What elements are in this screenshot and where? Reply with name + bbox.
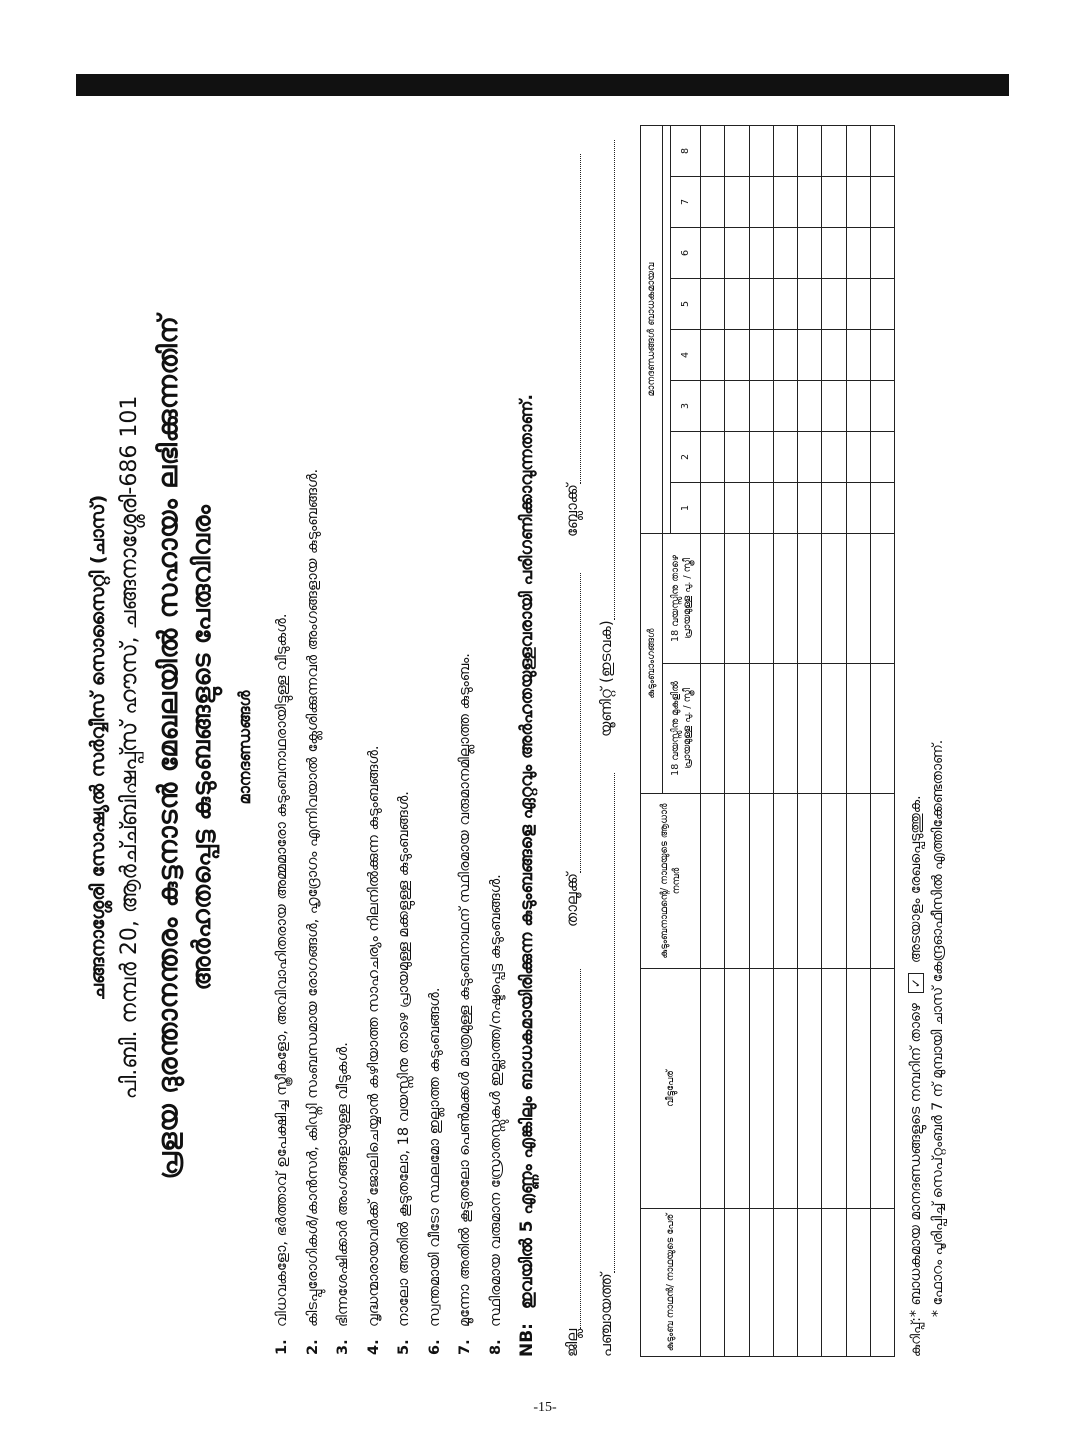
criteria-item: 4. വൃദ്ധന്മാരായവർക്ക് ജോലിചെയ്യാൻ കഴിയാത്ത സാഹചര്യം നിലനിൽക്കുന്ന കുടുംബങ്ങൾ. <box>365 745 382 1355</box>
table-cell[interactable] <box>822 126 846 177</box>
table-cell[interactable] <box>798 228 822 279</box>
nb-text: ഇവയിൽ 5 എണ്ണം എങ്കിലും ബാധകമായിരിക്കുന്ന കുടുംബങ്ങളെ ഏറ്റവും അർഹതയുള്ളവരായി പരിഗണിക്കാവുന്നതാണ്. <box>517 394 537 1310</box>
table-cell[interactable] <box>749 432 773 483</box>
criteria-title: മാനദണ്ഡങ്ങൾ <box>235 690 254 805</box>
note1-text: * ബാധകമായ മാനദണ്ഡങ്ങളുടെ നമ്പറിന് താഴെ <box>908 1003 924 1317</box>
col-criteria: മാനദണ്ഡങ്ങൾ ബാധകമായവ <box>641 126 663 534</box>
table-cell[interactable] <box>749 969 773 1209</box>
table-cell[interactable] <box>725 664 749 794</box>
table-cell[interactable] <box>822 483 846 534</box>
panchayat-field[interactable]: പഞ്ചായത്ത് <box>597 773 615 1357</box>
rotated-form <box>55 110 965 1385</box>
table-cell[interactable] <box>846 1209 870 1357</box>
table-cell[interactable] <box>846 534 870 664</box>
table-cell[interactable] <box>701 279 725 330</box>
nb-label: NB: <box>517 1323 537 1357</box>
table-cell[interactable] <box>822 330 846 381</box>
criteria-item: 7. മൂന്നോ അതിൽ കൂടുതലോ പെൺമക്കൾ മാത്രമുള്ള കുടുംബനാഥന് സ്ഥിരമായ വരുമാനമില്ലാത്ത കുടുംബം. <box>457 653 474 1355</box>
table-cell[interactable] <box>846 664 870 794</box>
table-row <box>749 126 773 1357</box>
table-cell[interactable] <box>822 279 846 330</box>
table-cell[interactable] <box>773 381 797 432</box>
criteria-item: 1. വിധവകളോ, ഭർത്താവ് ഉപേക്ഷിച്ച സ്ത്രീകളോ, അവിവാഹിതരായ അമ്മമാരോ കുടുംബനാഥരായിട്ടുള്ള വീടുകൾ. <box>274 613 291 1355</box>
note1-text-b: അടയാളം രേഖപ്പെടുത്തുക. <box>908 795 924 964</box>
table-cell[interactable] <box>870 534 894 664</box>
org-address: പി.ബി. നമ്പർ 20, ആർച്ച്ബിഷപ്പ്സ് ഹൗസ്, ചങ്ങനാശ്ശേരി-686 101 <box>117 395 142 1100</box>
district-field[interactable]: ജില്ല <box>563 969 581 1357</box>
notes <box>905 740 949 1357</box>
table-cell[interactable] <box>725 1209 749 1357</box>
table-cell[interactable] <box>846 228 870 279</box>
unit-field[interactable]: യൂണിറ്റ് (ഇടവക) <box>597 140 615 737</box>
table-cell[interactable] <box>870 381 894 432</box>
table-cell[interactable] <box>773 1209 797 1357</box>
table-cell[interactable] <box>870 483 894 534</box>
table-cell[interactable] <box>701 228 725 279</box>
top-black-bar <box>76 74 1009 96</box>
table-cell[interactable] <box>773 177 797 228</box>
table-cell[interactable] <box>822 432 846 483</box>
table-cell[interactable] <box>822 534 846 664</box>
checkmark-box-icon: ✓ <box>908 973 924 993</box>
table-cell[interactable] <box>725 228 749 279</box>
table-cell[interactable] <box>798 330 822 381</box>
table-cell[interactable] <box>773 228 797 279</box>
org-name: ചങ്ങനാശ്ശേരി സോഷ്യൽ സർവ്വീസ് സൊസൈറ്റി (ചാസ്) <box>87 494 109 1001</box>
criteria-list <box>267 115 511 1355</box>
table-cell[interactable] <box>798 534 822 664</box>
table-cell[interactable] <box>798 177 822 228</box>
table-cell[interactable] <box>798 483 822 534</box>
table-cell[interactable] <box>749 381 773 432</box>
criteria-item: 5. നാലോ അതിൽ കൂടുതലോ, 18 വയസ്സിനു താഴെ പ്രായമുള്ള മക്കളുള്ള കുടുംബങ്ങൾ. <box>396 791 413 1355</box>
table-cell[interactable] <box>749 126 773 177</box>
page-number: -15- <box>533 1400 557 1415</box>
table-cell[interactable] <box>870 330 894 381</box>
col-family-members: കുടുംബാംഗങ്ങൾ <box>641 534 663 794</box>
table-cell[interactable] <box>822 969 846 1209</box>
criteria-item: 6. സ്വന്തമായി വീടോ സ്ഥലമോ ഇല്ലാത്ത കുടുംബങ്ങൾ. <box>426 987 443 1355</box>
table-cell[interactable] <box>773 534 797 664</box>
table-cell[interactable] <box>725 534 749 664</box>
table-cell[interactable] <box>773 126 797 177</box>
table-body <box>701 126 895 1357</box>
table-cell[interactable] <box>773 432 797 483</box>
table-cell[interactable] <box>798 126 822 177</box>
table-cell[interactable] <box>701 664 725 794</box>
col-aadhaar: കുടുംബനാഥന്റെ/ നാഥയുടെ ആധാർ നമ്പർ <box>641 794 701 969</box>
criteria-num: 7 <box>671 177 701 228</box>
criteria-num: 5 <box>671 279 701 330</box>
table-cell[interactable] <box>870 228 894 279</box>
table-cell[interactable] <box>725 381 749 432</box>
table-cell[interactable] <box>725 279 749 330</box>
table-cell[interactable] <box>798 381 822 432</box>
criteria-num: 2 <box>671 432 701 483</box>
table-row <box>773 126 797 1357</box>
table-cell[interactable] <box>870 1209 894 1357</box>
table-cell[interactable] <box>846 177 870 228</box>
table-cell[interactable] <box>822 1209 846 1357</box>
table-cell[interactable] <box>870 664 894 794</box>
table-cell[interactable] <box>870 279 894 330</box>
col-above18: 18 വയസ്സിനു മുകളിൽ പ്രായമുള്ള പു. / സ്ത്രീ <box>663 664 701 794</box>
family-table <box>640 125 895 1357</box>
criteria-item: 8. സ്ഥിരമായ വരുമാന സ്രോതസ്സുകൾ ഇല്ലാത്ത/നഷ്ടപ്പെട്ട കുടുംബങ്ങൾ. <box>487 874 504 1355</box>
table-cell[interactable] <box>749 534 773 664</box>
table-cell[interactable] <box>846 483 870 534</box>
table-cell[interactable] <box>773 664 797 794</box>
table-cell[interactable] <box>846 432 870 483</box>
block-field[interactable]: ബ്ലോക്ക് <box>563 154 581 537</box>
note2-text: * ഫോറം പൂരിപ്പിച്ച് സെപ്റ്റംബർ 7 ന് മുമ്പായി ചാസ് കേന്ദ്രഓഫീസിൽ എത്തിക്കേണ്ടതാണ്. <box>930 739 946 1317</box>
taluk-field[interactable]: താലൂക്ക് <box>563 573 581 927</box>
table-cell[interactable] <box>870 432 894 483</box>
table-cell[interactable] <box>798 664 822 794</box>
location-fields <box>563 117 633 1357</box>
form-heading-line1: പ്രളയ ദുരന്താനന്തരം കുട്ടനാടൻ മേഖലയിൽ സഹായം ലഭിക്കുന്നതിന് <box>153 315 184 1180</box>
table-cell[interactable] <box>822 381 846 432</box>
table-cell[interactable] <box>701 483 725 534</box>
form-heading-line2: അർഹതപ്പെട്ട കുടുംബങ്ങളുടെ പേരുവിവരം <box>187 504 216 991</box>
table-cell[interactable] <box>701 794 725 969</box>
table-cell[interactable] <box>822 228 846 279</box>
table-row <box>701 126 725 1357</box>
table-cell[interactable] <box>725 126 749 177</box>
table-cell[interactable] <box>798 279 822 330</box>
col-head-name: കുടുംബ നാഥൻ/ നാഥയുടെ പേര് <box>641 1209 701 1357</box>
table-cell[interactable] <box>725 432 749 483</box>
table-cell[interactable] <box>749 664 773 794</box>
col-house-name: വീട്ടുപേര് <box>641 969 701 1209</box>
table-cell[interactable] <box>773 794 797 969</box>
table-cell[interactable] <box>846 126 870 177</box>
table-cell[interactable] <box>798 1209 822 1357</box>
table-cell[interactable] <box>749 1209 773 1357</box>
table-row <box>798 126 822 1357</box>
table-cell[interactable] <box>725 177 749 228</box>
table-cell[interactable] <box>725 330 749 381</box>
table-cell[interactable] <box>773 279 797 330</box>
table-row <box>870 126 894 1357</box>
table-cell[interactable] <box>822 177 846 228</box>
table-cell[interactable] <box>701 330 725 381</box>
table-cell[interactable] <box>701 177 725 228</box>
table-cell[interactable] <box>773 969 797 1209</box>
table-cell[interactable] <box>701 381 725 432</box>
table-cell[interactable] <box>725 794 749 969</box>
table-cell[interactable] <box>701 534 725 664</box>
table-cell[interactable] <box>773 330 797 381</box>
criteria-num: 6 <box>671 228 701 279</box>
table-cell[interactable] <box>773 483 797 534</box>
table-cell[interactable] <box>798 794 822 969</box>
table-cell[interactable] <box>749 794 773 969</box>
table-cell[interactable] <box>749 330 773 381</box>
table-cell[interactable] <box>725 969 749 1209</box>
table-row <box>725 126 749 1357</box>
table-cell[interactable] <box>846 279 870 330</box>
table-cell[interactable] <box>870 969 894 1209</box>
nb-note <box>517 394 537 1357</box>
table-cell[interactable] <box>870 126 894 177</box>
table-cell[interactable] <box>846 794 870 969</box>
table-cell[interactable] <box>822 664 846 794</box>
table-cell[interactable] <box>725 483 749 534</box>
table-cell[interactable] <box>701 1209 725 1357</box>
col-below18: 18 വയസ്സിനു താഴെ പ്രായമുള്ള പു. / സ്ത്രീ <box>663 534 701 664</box>
table-cell[interactable] <box>870 177 894 228</box>
table-cell[interactable] <box>846 969 870 1209</box>
table-cell[interactable] <box>822 794 846 969</box>
table-row <box>822 126 846 1357</box>
table-cell[interactable] <box>798 969 822 1209</box>
table-cell[interactable] <box>846 381 870 432</box>
criteria-num: 1 <box>671 483 701 534</box>
table-cell[interactable] <box>798 432 822 483</box>
table-cell[interactable] <box>749 228 773 279</box>
table-cell[interactable] <box>749 177 773 228</box>
criteria-item: 2. കിടപ്പുരോഗികൾ/കാൻസർ, കിഡ്നി സംബന്ധമായ രോഗങ്ങൾ, ഹൃദ്രോഗം എന്നിവയാൽ ക്ലേശിക്കുന്നവർ അംഗങ്ങളായ കുടുംബങ്ങൾ. <box>304 468 321 1355</box>
notes-label: കുറിപ്പ്: <box>908 1317 924 1357</box>
criteria-num: 4 <box>671 330 701 381</box>
table-cell[interactable] <box>701 126 725 177</box>
criteria-num: 3 <box>671 381 701 432</box>
table-cell[interactable] <box>846 330 870 381</box>
table-cell[interactable] <box>870 794 894 969</box>
criteria-item: 3. ഭിന്നശേഷിക്കാർ അംഗങ്ങളായുള്ള വീടുകൾ. <box>335 1042 352 1355</box>
table-cell[interactable] <box>701 969 725 1209</box>
table-cell[interactable] <box>701 432 725 483</box>
table-row <box>846 126 870 1357</box>
criteria-num: 8 <box>671 126 701 177</box>
table-cell[interactable] <box>749 483 773 534</box>
table-cell[interactable] <box>749 279 773 330</box>
